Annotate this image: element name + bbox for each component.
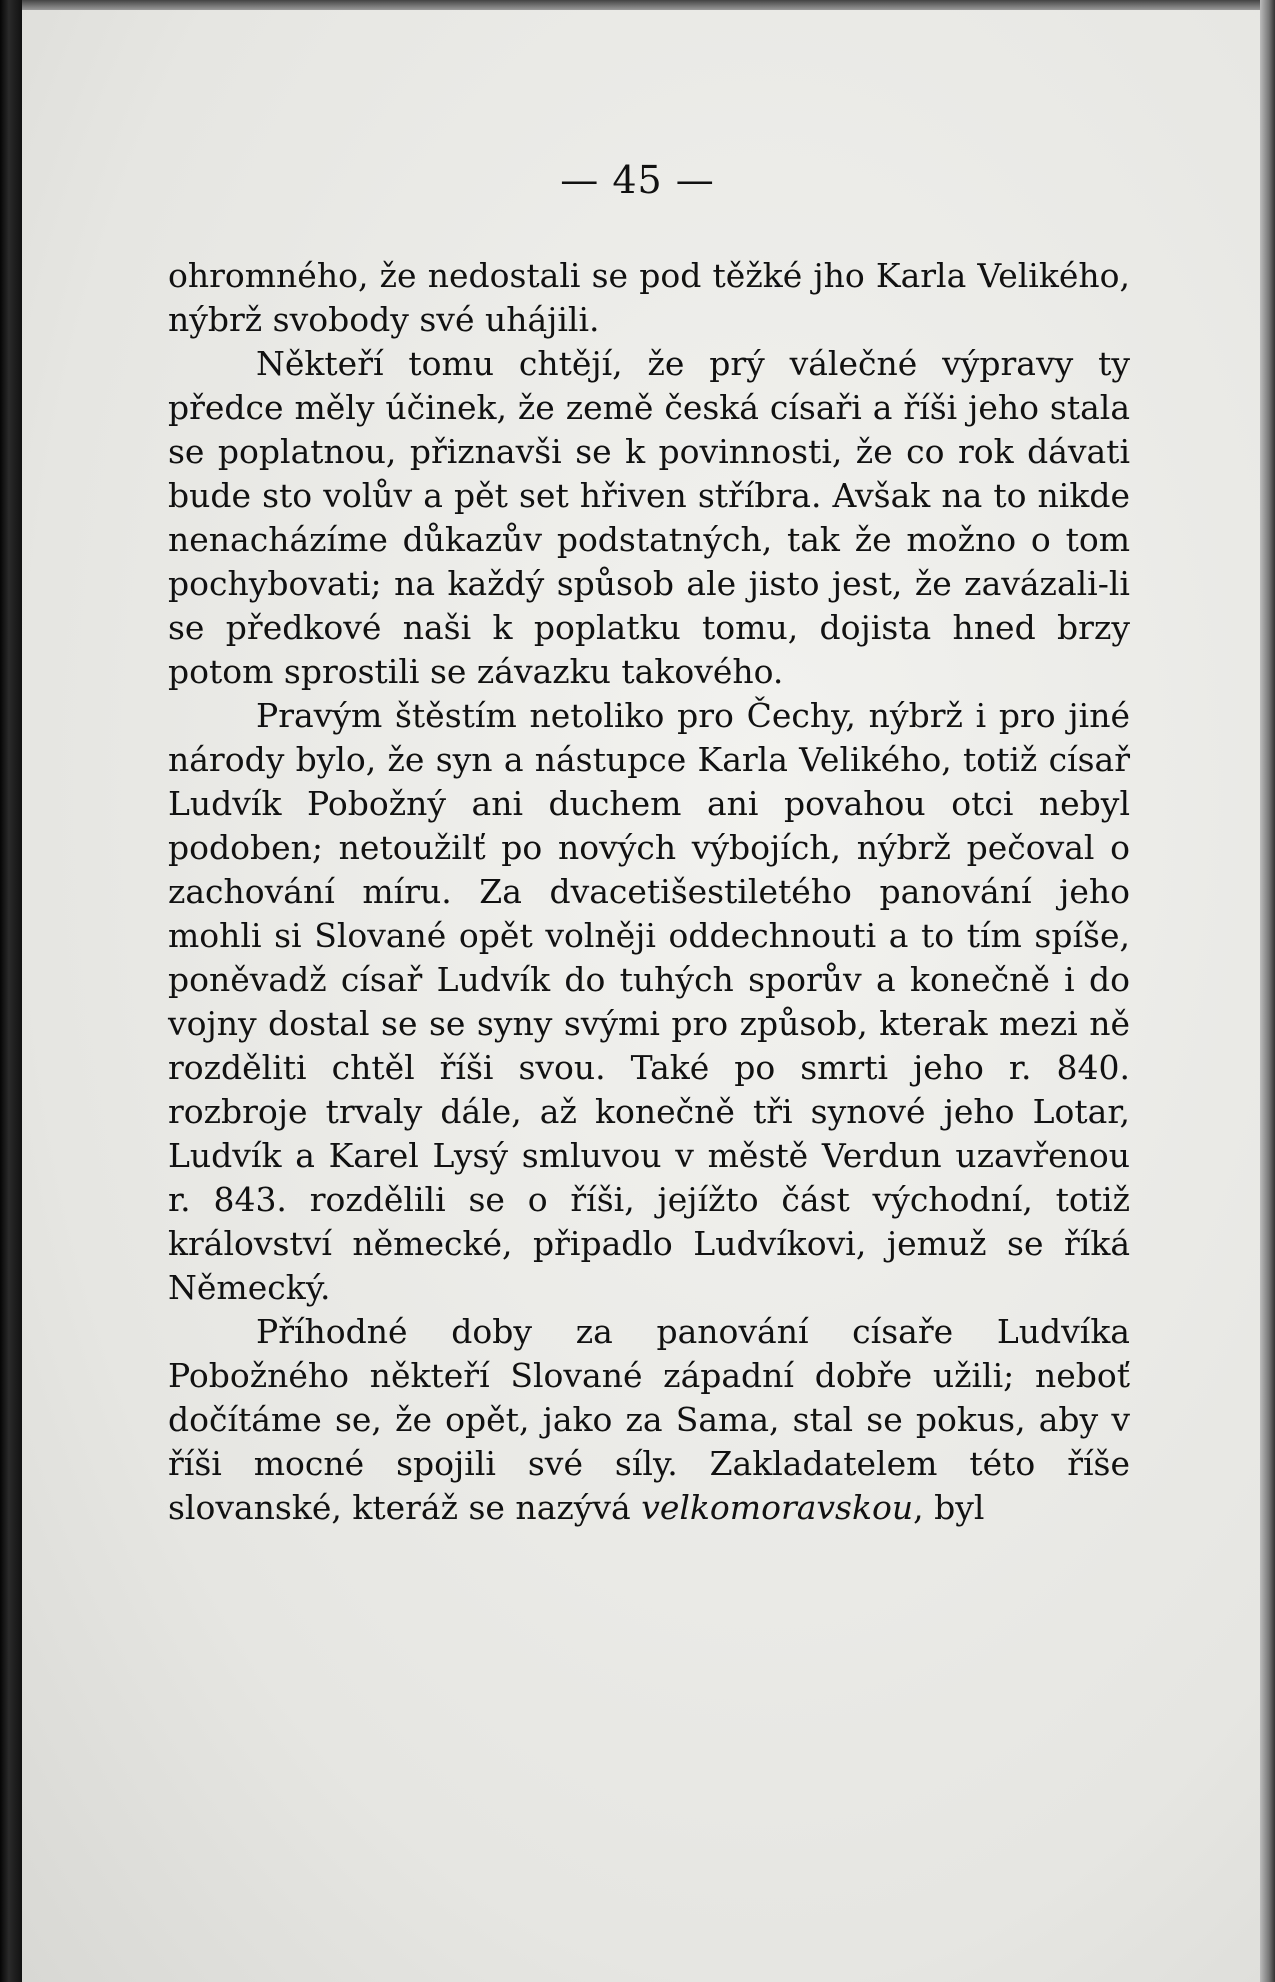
paragraph-4-text-after: , byl [913, 1488, 985, 1527]
paragraph-4-italic-term: velkomoravskou [641, 1488, 914, 1527]
page-text [168, 254, 1130, 1530]
paragraph-4 [168, 1310, 1130, 1530]
page-number: — 45 — [560, 158, 715, 202]
paragraph-2: Někteří tomu chtějí, že prý válečné výpravy ty předce měly účinek, že země česká císaři a říši jeho stala se poplatnou, přiznavši se k povinnosti, že co rok dávati bude sto volův a pět set hřiven stříbra. Avšak na to nikde nenacházíme důkazův podstatných, tak že možno o tom pochybovati; na každý spůsob ale jisto jest, že zavázali-li se předkové naši k poplatku tomu, dojista hned brzy potom sprostili se závazku takového. [168, 344, 1130, 691]
paragraph-4-text-before: Příhodné doby za panování císaře Ludvíka Pobožného někteří Slované západní dobře užili; neboť dočítáme se, že opět, jako za Sama, stal se pokus, aby v říši mocné spojili své síly. Zakladatelem této říše slovanské, kteráž se nazývá [168, 1312, 1130, 1527]
page-right-edge [1260, 0, 1275, 1982]
book-binding [0, 0, 22, 1982]
paragraph-3: Pravým štěstím netoliko pro Čechy, nýbrž i pro jiné národy bylo, že syn a nástupce Karla Velikého, totiž císař Ludvík Pobožný ani duchem ani povahou otci nebyl podoben; netoužilť po nových výbojích, nýbrž pečoval o zachování míru. Za dvacetišestiletého panování jeho mohli si Slované opět volněji oddechnouti a to tím spíše, poněvadž císař Ludvík do tuhých sporův a konečně i do vojny dostal se se syny svými pro způsob, kterak mezi ně rozděliti chtěl říši svou. Také po smrti jeho r. 840. rozbroje trvaly dále, až konečně tři synové jeho Lotar, Ludvík a Karel Lysý smluvou v městě Verdun uzavřenou r. 843. rozdělili se o říši, jejížto část východní, totiž království německé, připadlo Ludvíkovi, jemuž se říká Německý. [168, 696, 1130, 1307]
page-top-edge [22, 0, 1260, 10]
paragraph-1: ohromného, že nedostali se pod těžké jho Karla Velikého, nýbrž svobody své uhájili. [168, 256, 1130, 339]
